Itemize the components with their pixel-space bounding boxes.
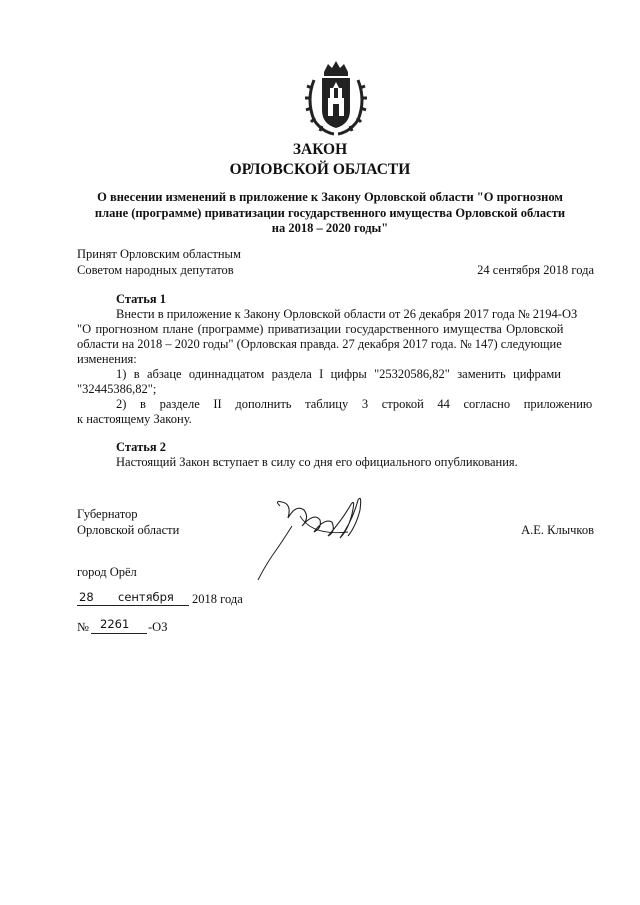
date-year: 2018 года xyxy=(192,592,243,606)
signer-position-line-2: Орловской области xyxy=(77,523,180,537)
amendment-item-1-cont: "32445386,82"; xyxy=(77,382,157,396)
article-1-heading: Статья 1 xyxy=(116,292,166,306)
article-1-line: "О прогнозном плане (программе) приватизации государственного имущества Орловской xyxy=(77,322,564,336)
law-number: 2261 xyxy=(100,617,130,631)
amendment-item-2: 2) в разделе II дополнить таблицу 3 строкой 44 согласно приложению xyxy=(116,397,593,411)
subject-line: на 2018 – 2020 годы" xyxy=(271,221,389,235)
signer-name: А.Е. Клычков xyxy=(521,523,594,537)
article-1-line: изменения: xyxy=(77,352,137,366)
amendment-item-1: 1) в абзаце одиннадцатом раздела I цифры "25320586,82" заменить цифрами xyxy=(116,367,561,381)
number-suffix: -ОЗ xyxy=(148,620,168,634)
subject-line: О внесении изменений в приложение к Закону Орловской области "О прогнозном xyxy=(97,190,563,204)
article-1-line: области на 2018 – 2020 годы" (Орловская правда. 27 декабря 2017 года. № 147) следующие xyxy=(77,337,562,351)
date-month: сентября xyxy=(118,590,174,604)
amendment-item-2-cont: к настоящему Закону. xyxy=(77,412,192,426)
adoption-line-2: Советом народных депутатов xyxy=(77,263,234,277)
article-2-heading: Статья 2 xyxy=(116,440,166,454)
handwritten-signature xyxy=(252,492,382,582)
article-2-text: Настоящий Закон вступает в силу со дня его официального опубликования. xyxy=(116,455,518,469)
article-1-line: Внести в приложение к Закону Орловской области от 26 декабря 2017 года № 2194-ОЗ xyxy=(116,307,578,321)
adoption-date: 24 сентября 2018 года xyxy=(477,263,594,277)
city: город Орёл xyxy=(77,565,137,579)
number-prefix: № xyxy=(77,620,89,634)
date-day: 28 xyxy=(79,590,94,604)
law-title: ЗАКОН xyxy=(292,141,348,158)
signer-position-line-1: Губернатор xyxy=(77,507,138,521)
adoption-line-1: Принят Орловским областным xyxy=(77,247,241,261)
coat-of-arms-icon xyxy=(300,58,372,138)
region-title: ОРЛОВСКОЙ ОБЛАСТИ xyxy=(229,161,411,178)
subject-line: плане (программе) приватизации государственного имущества Орловской области xyxy=(94,205,566,220)
law-subject xyxy=(70,190,590,237)
